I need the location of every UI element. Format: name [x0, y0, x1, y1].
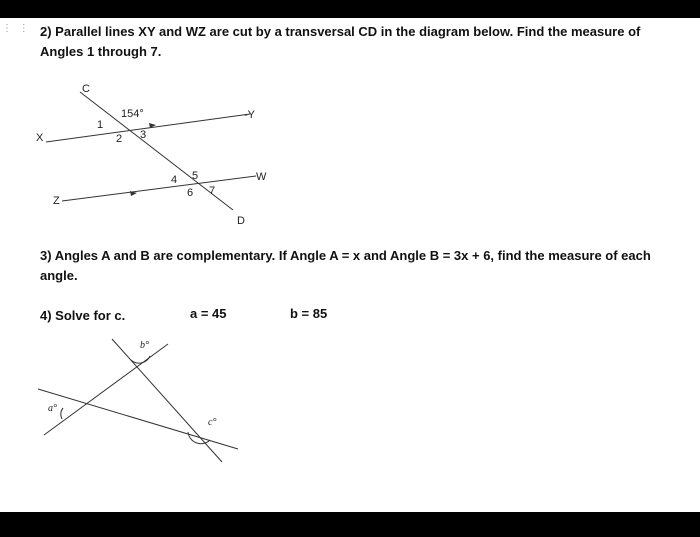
line-zw [62, 176, 256, 201]
angle-arc-b [131, 356, 150, 363]
angle-label-a: a° [48, 403, 57, 414]
label-d: D [237, 215, 245, 227]
question-3-line-2: angle. [40, 268, 78, 283]
worksheet-page [0, 18, 700, 512]
angle-4: 4 [171, 174, 178, 186]
question-3-line-1: 3) Angles A and B are complementary. If Angle A = x and Angle B = 3x + 6, find the measure of each [40, 248, 651, 263]
line-xy [46, 114, 250, 142]
angle-arc-c [188, 432, 210, 444]
angle-given-154: 154° [121, 108, 144, 120]
label-y: -Y [244, 109, 255, 121]
question-2-line-2: Angles 1 through 7. [40, 44, 162, 59]
angle-label-b: b° [140, 340, 149, 351]
angle-5: 5 [192, 170, 199, 182]
angle-6: 6 [187, 187, 194, 199]
given-a: a = 45 [190, 306, 227, 321]
given-b: b = 85 [290, 306, 328, 321]
angle-2: 2 [116, 133, 123, 145]
question-2-line-1: 2) Parallel lines XY and WZ are cut by a transversal CD in the diagram below. Find the measure of [40, 24, 641, 39]
angle-3: 3 [140, 129, 147, 141]
label-z: Z [53, 195, 60, 207]
label-x: X [36, 132, 44, 144]
angle-label-c: c° [208, 417, 217, 428]
angle-1: 1 [97, 119, 104, 131]
question-4: 4) Solve for c. [40, 308, 126, 323]
label-w: W [256, 171, 267, 183]
corner-marks: ⋮ ⋮ [2, 23, 31, 34]
question-3 [40, 246, 680, 286]
angle-7: 7 [209, 185, 216, 197]
label-c: C [82, 83, 90, 95]
angle-arc-a [61, 408, 63, 419]
